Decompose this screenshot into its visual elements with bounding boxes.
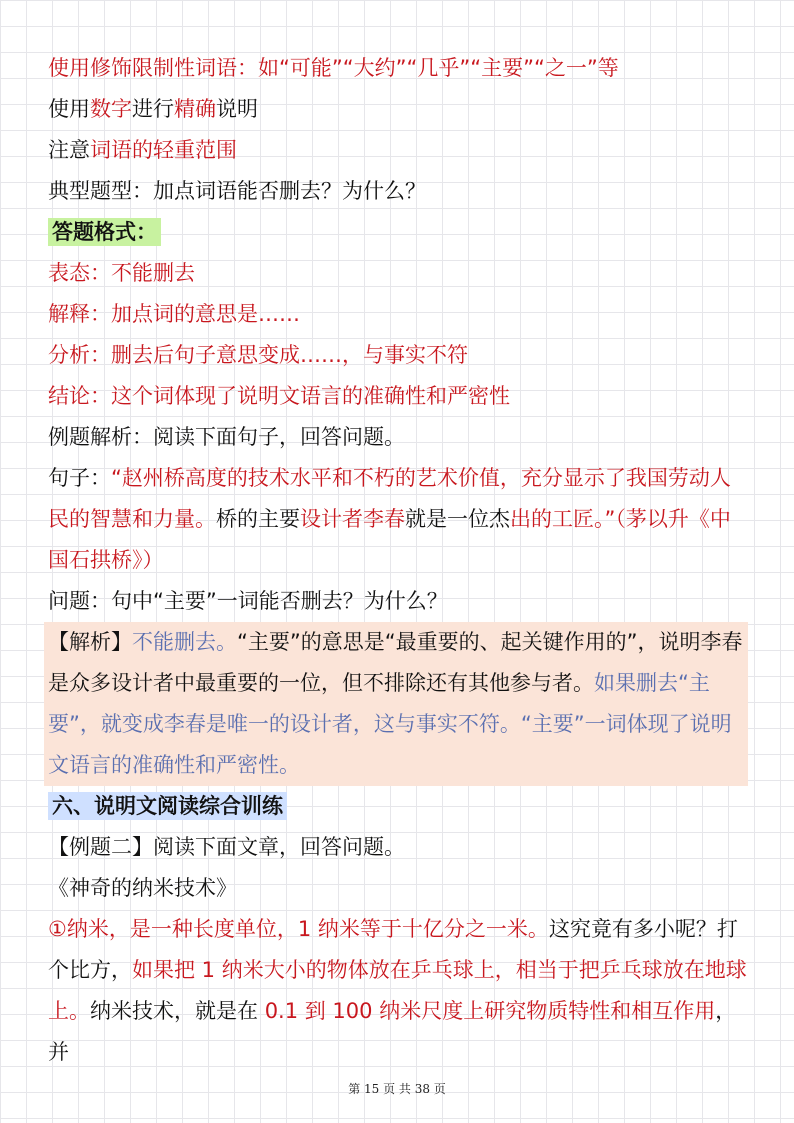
text: ，并 [48, 999, 737, 1064]
question-line: 问题：句中“主要”一词能否删去？为什么？ [48, 589, 448, 613]
text: 不能删去 [111, 261, 195, 285]
text: 就是一位杰 [405, 507, 510, 531]
highlight-text: 设计者李春 [300, 507, 405, 531]
text: 就变成李春是唯一的设计者，这与事实不符。“主要”一词体现了说明文语言的准确性和严密性。 [48, 712, 732, 777]
label: 句子： [48, 466, 111, 490]
label: 分析： [48, 343, 111, 367]
analysis-tag: 【解析】 [48, 630, 132, 654]
example-two-line: 【例题二】阅读下面文章，回答问题。 [48, 835, 405, 859]
modifier-words-line: 使用修饰限制性词语：如“可能”“大约”“几乎”“主要”“之一”等 [48, 56, 619, 80]
text: 进行 [132, 97, 174, 121]
highlight-text: 数字 [90, 97, 132, 121]
sentence-paragraph [48, 458, 748, 581]
heading-text: 六、说明文阅读综合训练 [48, 792, 287, 820]
section-heading [48, 786, 748, 827]
document-page [48, 48, 748, 1073]
analysis-box [44, 622, 748, 786]
text: 0.1 到 100 纳米尺度上研究物质特性和相互作用 [264, 999, 716, 1023]
quote-text: “赵州桥高度的技术水平和不朽的艺术价值，充分显示了我国劳动人民的智慧和力量。 [48, 466, 731, 531]
scope-line [48, 130, 748, 171]
text: 纳米技术，就是在 [90, 999, 265, 1023]
text: “主要”的意思是“最重要的、起关键作用的”，说明李春是众多设计者中最重要的一位，但不排除还有其他参与者。 [48, 630, 743, 695]
text: 这究竟有多小呢？打个比方， [48, 917, 738, 982]
label: 解释： [48, 302, 111, 326]
text: ①纳米，是一种长度单位，1 纳米等于十亿分之一米。 [48, 917, 549, 941]
numbers-line [48, 89, 748, 130]
conclusion-line [48, 376, 748, 417]
highlight-text: 出的工匠。” [510, 507, 616, 531]
text: 注意 [48, 138, 90, 162]
text: 桥的主要 [216, 507, 300, 531]
text: 删去后句子意思变成……，与事实不符 [111, 343, 468, 367]
heading-text: 答题格式： [48, 218, 161, 246]
article-title: 《神奇的纳米技术》 [48, 876, 237, 900]
analyze-line [48, 335, 748, 376]
text: 使用 [48, 97, 90, 121]
text: 如果把 1 纳米大小的物体放在乒乓球上，相当于把乒乓球放在地球上。 [48, 958, 747, 1023]
text: 这个词体现了说明文语言的准确性和严密性 [111, 384, 510, 408]
text: 加点词的意思是…… [111, 302, 300, 326]
explain-line [48, 294, 748, 335]
stance-line [48, 253, 748, 294]
answer-format-heading [48, 212, 748, 253]
label: 结论： [48, 384, 111, 408]
article-paragraph [48, 909, 748, 1073]
source-text: （茅以升《中国石拱桥》） [48, 507, 731, 572]
text: 不能删去。 [132, 630, 237, 654]
highlight-text: 精确 [174, 97, 216, 121]
label: 表态： [48, 261, 111, 285]
example-analysis-line: 例题解析：阅读下面句子，回答问题。 [48, 425, 405, 449]
typical-question-line: 典型题型：加点词语能否删去？为什么？ [48, 179, 426, 203]
text: 如果删去“主要”， [48, 671, 710, 736]
highlight-text: 词语的轻重范围 [90, 138, 237, 162]
page-footer: 第 15 页 共 38 页 [348, 1082, 446, 1096]
text: 说明 [216, 97, 258, 121]
